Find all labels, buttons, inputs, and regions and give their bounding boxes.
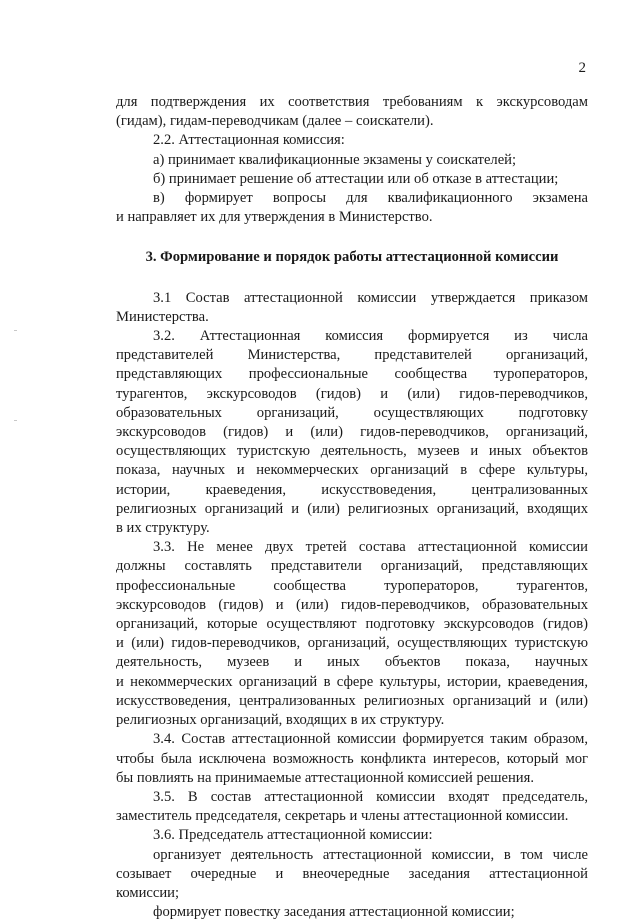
text-line: созывает очередные и внеочередные заседания аттестационной xyxy=(116,865,588,882)
paragraph-3-6: 3.6. Председатель аттестационной комиссии: xyxy=(153,827,433,844)
margin-mark xyxy=(14,330,17,331)
paragraph-3-6-agenda: формирует повестку заседания аттестационной комиссии; xyxy=(153,904,515,921)
text-line: организаций, которые осуществляют подготовку экскурсоводов (гидов) xyxy=(116,616,588,633)
text-line: бы повлиять на принимаемые аттестационной комиссией решения. xyxy=(116,769,534,786)
text-line: и некоммерческих организаций в сфере культуры, истории, краеведения, xyxy=(116,673,588,690)
paragraph-2-2-v xyxy=(116,189,588,227)
text-line: и (или) гидов-переводчиков, организаций, осуществляющих туристскую xyxy=(116,635,588,652)
paragraph-3-3 xyxy=(116,538,588,730)
paragraph-2-2: 2.2. Аттестационная комиссия: xyxy=(153,132,345,149)
text-line: экскурсоводов (гидов) и (или) гидов-переводчиков, образовательных xyxy=(116,596,588,613)
paragraph-3-5 xyxy=(116,788,588,826)
text-line: показа, научных и некоммерческих организаций в сфере культуры, xyxy=(116,462,588,479)
text-line: истории, краеведения, искусствоведения, централизованных xyxy=(116,481,588,498)
text-line: 3.1 Состав аттестационной комиссии утверждается приказом xyxy=(153,289,588,306)
text-line: искусствоведения, централизованных религиозных организаций и (или) xyxy=(116,692,588,709)
text-line: осуществляющих туристскую деятельность, музеев и иных объектов xyxy=(116,443,588,460)
text-line: в их структуру. xyxy=(116,520,210,537)
section-heading: 3. Формирование и порядок работы аттестационной комиссии xyxy=(145,249,559,266)
paragraph-3-6-organizes xyxy=(116,846,588,904)
text-line: экскурсоводов (гидов) и (или) гидов-переводчиков, организаций, xyxy=(116,424,588,441)
text-line: 3.5. В состав аттестационной комиссии входят председатель, xyxy=(153,788,588,805)
text-line: 3.3. Не менее двух третей состава аттестационной комиссии xyxy=(153,539,588,556)
paragraph-2-2-b: б) принимает решение об аттестации или об отказе в аттестации; xyxy=(153,170,559,187)
paragraph-3-1 xyxy=(116,289,588,327)
text-line: комиссии; xyxy=(116,884,180,901)
text-line: чтобы была исключена возможность конфликта интересов, который мог xyxy=(116,750,588,767)
text-line: представляющих профессиональные сообщества туроператоров, xyxy=(116,366,588,383)
intro-paragraph xyxy=(116,93,588,131)
document-body xyxy=(116,93,588,922)
paragraph-3-4 xyxy=(116,730,588,788)
text-line: турагентов, экскурсоводов (гидов) и (или) гидов-переводчиков, xyxy=(116,385,588,402)
text-line: в) формирует вопросы для квалификационного экзамена xyxy=(153,190,588,207)
text-line: (гидам), гидам-переводчикам (далее – соискатели). xyxy=(116,113,434,130)
text-line: религиозных организаций, входящих в их структуру. xyxy=(116,712,445,729)
text-line: заместитель председателя, секретарь и члены аттестационной комиссии. xyxy=(116,808,569,825)
text-line: представителей Министерства, представителей организаций, xyxy=(116,347,588,364)
text-line: 3.2. Аттестационная комиссия формируется из числа xyxy=(153,328,588,345)
text-line: Министерства. xyxy=(116,308,209,325)
margin-mark xyxy=(14,420,17,421)
text-line: организует деятельность аттестационной комиссии, в том числе xyxy=(153,846,588,863)
text-line: 3.4. Состав аттестационной комиссии формируется таким образом, xyxy=(153,731,588,748)
paragraph-2-2-a: а) принимает квалификационные экзамены у соискателей; xyxy=(153,151,517,168)
text-line: профессиональные сообщества туроператоров, турагентов, xyxy=(116,577,588,594)
page-number: 2 xyxy=(578,60,586,76)
text-line: для подтверждения их соответствия требованиям к экскурсоводам xyxy=(116,94,588,110)
paragraph-3-2 xyxy=(116,327,588,538)
text-line: и направляет их для утверждения в Министерство. xyxy=(116,209,433,226)
text-line: образовательных организаций, осуществляющих подготовку xyxy=(116,404,588,421)
text-line: деятельность, музеев и иных объектов показа, научных xyxy=(116,654,588,671)
text-line: должны составлять представители организаций, представляющих xyxy=(116,558,588,575)
text-line: религиозных организаций и (или) религиозных организаций, входящих xyxy=(116,500,588,517)
